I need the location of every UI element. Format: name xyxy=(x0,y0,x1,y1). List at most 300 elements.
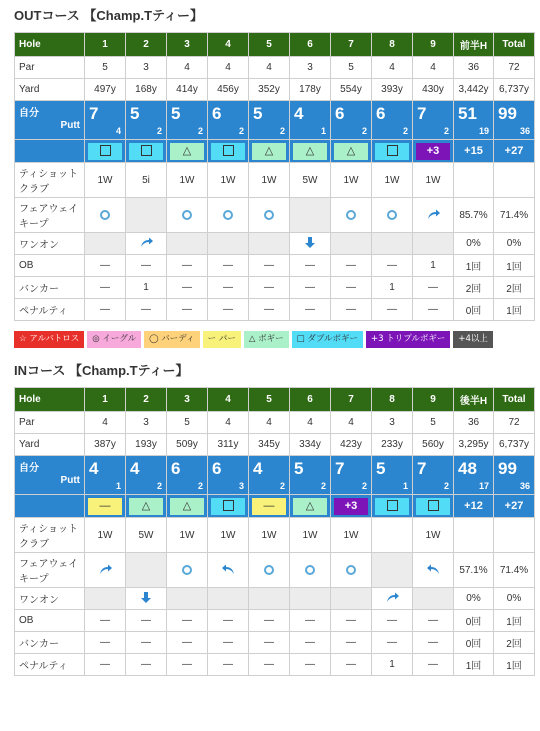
yard-cell: 393y xyxy=(372,79,413,101)
hole-number: 6 xyxy=(290,388,331,412)
tee-club-cell: 1W xyxy=(372,163,413,198)
bunker-cell: — xyxy=(331,277,372,299)
score-cell xyxy=(85,456,126,495)
result-bogey-badge: △ xyxy=(252,143,286,160)
score-cell xyxy=(85,101,126,140)
yard-row xyxy=(15,434,535,456)
yard-cell: 497y xyxy=(85,79,126,101)
putts-value: 4 xyxy=(115,126,121,136)
header-row xyxy=(15,33,535,57)
hole-number: 2 xyxy=(126,33,167,57)
result-cell xyxy=(208,140,249,163)
strokes-subtotal: 48 xyxy=(458,459,477,478)
score-cell xyxy=(167,101,208,140)
one-on-cell xyxy=(167,588,208,610)
fairway-keep-cell xyxy=(249,553,290,588)
bunker-cell: — xyxy=(249,632,290,654)
penalty-subtotal: 0回 xyxy=(454,299,494,321)
par-cell: 4 xyxy=(372,57,413,79)
arrow-left-icon xyxy=(221,563,236,578)
penalty-cell: — xyxy=(126,654,167,676)
penalty-cell: — xyxy=(85,654,126,676)
tee-club-cell: 1W xyxy=(208,518,249,553)
score-cell xyxy=(331,101,372,140)
result-double-badge xyxy=(211,498,245,515)
putts-value: 2 xyxy=(279,481,285,491)
tee-club-label: ティショットクラブ xyxy=(15,518,85,553)
hole-number: 7 xyxy=(331,388,372,412)
putt-label: Putt xyxy=(60,120,80,131)
score-cell xyxy=(372,456,413,495)
subtotal-header: 後半H xyxy=(454,388,494,412)
square-icon xyxy=(387,500,398,511)
circle-icon xyxy=(264,565,274,575)
strokes-value: 5 xyxy=(253,104,263,123)
result-double-badge xyxy=(211,143,245,160)
penalty-total: 1回 xyxy=(494,654,535,676)
fairway-keep-cell xyxy=(331,198,372,233)
bunker-row xyxy=(15,277,535,299)
par-cell: 4 xyxy=(249,412,290,434)
score-subtotal xyxy=(454,456,494,495)
legend-item: □ ダブルボギー xyxy=(292,331,363,348)
fairway-keep-cell xyxy=(85,553,126,588)
result-bogey-badge: △ xyxy=(170,498,204,515)
penalty-label: ペナルティ xyxy=(15,654,85,676)
putts-total: 36 xyxy=(519,126,530,136)
score-row xyxy=(15,456,535,495)
tee-club-total xyxy=(494,163,535,198)
hole-number: 5 xyxy=(249,33,290,57)
over-par-total: +27 xyxy=(504,145,524,157)
yard-row xyxy=(15,79,535,101)
putts-value: 2 xyxy=(197,481,203,491)
fairway-keep-cell xyxy=(208,198,249,233)
hole-number: 5 xyxy=(249,388,290,412)
score-total xyxy=(494,101,535,140)
one-on-cell xyxy=(413,588,454,610)
arrow-left-icon xyxy=(426,563,441,578)
one-on-label: ワンオン xyxy=(15,233,85,255)
result-cell xyxy=(413,140,454,163)
score-cell xyxy=(126,456,167,495)
strokes-total: 99 xyxy=(498,104,517,123)
tee-club-cell: 1W xyxy=(208,163,249,198)
yard-cell: 311y xyxy=(208,434,249,456)
yard-cell: 456y xyxy=(208,79,249,101)
strokes-total: 99 xyxy=(498,459,517,478)
score-label-cell xyxy=(15,456,85,495)
yard-cell: 509y xyxy=(167,434,208,456)
score-cell xyxy=(413,101,454,140)
legend-item: ◯ バーディ xyxy=(144,331,200,348)
hole-number: 1 xyxy=(85,33,126,57)
fairway-keep-subtotal: 85.7% xyxy=(454,198,494,233)
penalty-total: 1回 xyxy=(494,299,535,321)
yard-cell: 334y xyxy=(290,434,331,456)
bunker-cell: — xyxy=(413,632,454,654)
putts-value: 2 xyxy=(156,126,162,136)
tee-club-cell: 1W xyxy=(331,518,372,553)
circle-icon xyxy=(387,210,397,220)
strokes-value: 4 xyxy=(89,459,99,478)
par-cell: 4 xyxy=(413,57,454,79)
par-cell: 5 xyxy=(85,57,126,79)
bunker-row xyxy=(15,632,535,654)
putts-value: 2 xyxy=(279,126,285,136)
fairway-keep-cell xyxy=(126,198,167,233)
square-icon xyxy=(100,145,111,156)
fairway-keep-cell xyxy=(126,553,167,588)
arrow-right-icon xyxy=(426,208,441,223)
bunker-label: バンカー xyxy=(15,277,85,299)
legend-item: △ ボギー xyxy=(244,331,289,348)
strokes-value: 7 xyxy=(89,104,99,123)
fairway-keep-cell xyxy=(413,198,454,233)
par-label: Par xyxy=(15,412,85,434)
tee-club-cell: 5W xyxy=(126,518,167,553)
out-scorecard-table xyxy=(14,32,535,321)
result-par-badge: — xyxy=(252,498,286,515)
circle-icon xyxy=(223,210,233,220)
yard-cell: 414y xyxy=(167,79,208,101)
penalty-cell: 1 xyxy=(372,654,413,676)
bunker-total: 2回 xyxy=(494,277,535,299)
one-on-cell xyxy=(249,233,290,255)
bunker-cell: — xyxy=(249,277,290,299)
putts-value: 2 xyxy=(443,126,449,136)
hole-number: 1 xyxy=(85,388,126,412)
tee-club-cell: 1W xyxy=(85,518,126,553)
circle-icon xyxy=(182,210,192,220)
par-cell: 3 xyxy=(290,57,331,79)
strokes-value: 5 xyxy=(376,459,386,478)
score-cell xyxy=(249,456,290,495)
fairway-keep-row xyxy=(15,198,535,233)
tee-club-total xyxy=(494,518,535,553)
hole-number: 7 xyxy=(331,33,372,57)
result-cell xyxy=(290,495,331,518)
strokes-value: 6 xyxy=(376,104,386,123)
par-total: 72 xyxy=(494,412,535,434)
ob-cell: — xyxy=(126,610,167,632)
ob-cell: — xyxy=(290,255,331,277)
putts-value: 2 xyxy=(361,481,367,491)
bunker-cell: — xyxy=(413,277,454,299)
bunker-cell: 1 xyxy=(372,277,413,299)
bunker-cell: — xyxy=(372,632,413,654)
yard-cell: 352y xyxy=(249,79,290,101)
score-cell xyxy=(413,456,454,495)
penalty-cell: — xyxy=(208,299,249,321)
penalty-cell: — xyxy=(290,299,331,321)
par-cell: 4 xyxy=(249,57,290,79)
ob-cell: — xyxy=(85,255,126,277)
hole-number: 4 xyxy=(208,33,249,57)
score-subtotal xyxy=(454,101,494,140)
hole-number: 9 xyxy=(413,388,454,412)
ob-cell: — xyxy=(208,610,249,632)
fairway-keep-total: 71.4% xyxy=(494,553,535,588)
tee-club-cell: 1W xyxy=(249,518,290,553)
par-cell: 4 xyxy=(290,412,331,434)
result-cell xyxy=(413,495,454,518)
ob-cell: — xyxy=(331,255,372,277)
par-cell: 3 xyxy=(126,412,167,434)
ob-cell: — xyxy=(413,610,454,632)
fairway-keep-row xyxy=(15,553,535,588)
ob-row xyxy=(15,255,535,277)
hole-number: 2 xyxy=(126,388,167,412)
score-label-cell xyxy=(15,101,85,140)
circle-icon xyxy=(100,210,110,220)
par-subtotal: 36 xyxy=(454,412,494,434)
score-cell xyxy=(372,101,413,140)
one-on-row xyxy=(15,588,535,610)
one-on-cell xyxy=(208,233,249,255)
penalty-cell: — xyxy=(167,654,208,676)
score-cell xyxy=(126,101,167,140)
yard-cell: 233y xyxy=(372,434,413,456)
par-cell: 4 xyxy=(85,412,126,434)
result-cell xyxy=(290,140,331,163)
score-label: 自分 xyxy=(19,463,39,474)
tee-club-subtotal xyxy=(454,518,494,553)
yard-total: 6,737y xyxy=(494,79,535,101)
fairway-keep-label: フェアウェイキープ xyxy=(15,553,85,588)
arrow-right-icon xyxy=(98,563,113,578)
penalty-cell: — xyxy=(331,654,372,676)
result-total xyxy=(494,140,535,163)
ob-cell: — xyxy=(167,255,208,277)
ob-cell: 1 xyxy=(413,255,454,277)
par-cell: 5 xyxy=(331,57,372,79)
tee-club-cell: 1W xyxy=(413,518,454,553)
legend-item: ◎ イーグル xyxy=(87,331,141,348)
yard-subtotal: 3,295y xyxy=(454,434,494,456)
putts-value: 2 xyxy=(443,481,449,491)
hole-header: Hole xyxy=(15,33,85,57)
result-double-badge xyxy=(375,143,409,160)
yard-label: Yard xyxy=(15,79,85,101)
result-double-badge xyxy=(375,498,409,515)
penalty-cell: — xyxy=(249,299,290,321)
one-on-label: ワンオン xyxy=(15,588,85,610)
result-triple-badge: +3 xyxy=(334,498,368,515)
bunker-cell: — xyxy=(290,632,331,654)
penalty-cell: — xyxy=(167,299,208,321)
result-cell xyxy=(208,495,249,518)
total-header: Total xyxy=(494,388,535,412)
bunker-cell: — xyxy=(208,632,249,654)
penalty-row xyxy=(15,299,535,321)
result-double-badge xyxy=(88,143,122,160)
result-double-badge xyxy=(416,498,450,515)
penalty-cell: — xyxy=(413,299,454,321)
arrow-down-icon xyxy=(304,236,316,252)
arrow-right-icon xyxy=(139,236,154,251)
par-cell: 4 xyxy=(331,412,372,434)
bunker-cell: — xyxy=(290,277,331,299)
result-cell xyxy=(249,140,290,163)
ob-cell: — xyxy=(208,255,249,277)
strokes-value: 6 xyxy=(335,104,345,123)
par-cell: 4 xyxy=(208,57,249,79)
result-bogey-badge: △ xyxy=(334,143,368,160)
yard-cell: 178y xyxy=(290,79,331,101)
par-cell: 3 xyxy=(372,412,413,434)
one-on-total: 0% xyxy=(494,588,535,610)
yard-cell: 554y xyxy=(331,79,372,101)
result-bogey-badge: △ xyxy=(170,143,204,160)
in-scorecard xyxy=(14,387,540,676)
bunker-cell: — xyxy=(167,632,208,654)
putts-value: 1 xyxy=(115,481,121,491)
ob-subtotal: 0回 xyxy=(454,610,494,632)
score-row xyxy=(15,101,535,140)
result-cell xyxy=(372,495,413,518)
ob-row xyxy=(15,610,535,632)
legend-item: ☆ アルバトロス xyxy=(14,331,84,348)
penalty-cell: — xyxy=(331,299,372,321)
strokes-value: 4 xyxy=(130,459,140,478)
bunker-label: バンカー xyxy=(15,632,85,654)
yard-cell: 345y xyxy=(249,434,290,456)
result-label-cell xyxy=(15,495,85,518)
ob-total: 1回 xyxy=(494,610,535,632)
ob-cell: — xyxy=(372,610,413,632)
score-legend xyxy=(14,331,540,349)
one-on-cell xyxy=(208,588,249,610)
result-cell xyxy=(331,495,372,518)
arrow-down-icon xyxy=(140,591,152,607)
putts-value: 3 xyxy=(238,481,244,491)
ob-label: OB xyxy=(15,255,85,277)
one-on-cell xyxy=(85,233,126,255)
result-cell xyxy=(167,495,208,518)
square-icon xyxy=(141,145,152,156)
tee-club-subtotal xyxy=(454,163,494,198)
fairway-keep-cell xyxy=(85,198,126,233)
yard-label: Yard xyxy=(15,434,85,456)
result-bogey-badge: △ xyxy=(293,143,327,160)
fairway-keep-cell xyxy=(167,198,208,233)
strokes-value: 5 xyxy=(294,459,304,478)
putts-value: 1 xyxy=(320,126,326,136)
over-par-total: +27 xyxy=(504,500,524,512)
ob-cell: — xyxy=(290,610,331,632)
penalty-label: ペナルティ xyxy=(15,299,85,321)
result-total xyxy=(494,495,535,518)
bunker-cell: — xyxy=(208,277,249,299)
putts-value: 2 xyxy=(402,126,408,136)
square-icon xyxy=(387,145,398,156)
putts-value: 2 xyxy=(238,126,244,136)
par-total: 72 xyxy=(494,57,535,79)
result-cell xyxy=(167,140,208,163)
hole-number: 4 xyxy=(208,388,249,412)
one-on-subtotal: 0% xyxy=(454,588,494,610)
result-cell xyxy=(85,495,126,518)
tee-club-cell: 1W xyxy=(413,163,454,198)
result-double-badge xyxy=(129,143,163,160)
penalty-cell: — xyxy=(372,299,413,321)
circle-icon xyxy=(346,565,356,575)
yard-subtotal: 3,442y xyxy=(454,79,494,101)
one-on-cell xyxy=(331,233,372,255)
fairway-keep-cell xyxy=(290,198,331,233)
yard-cell: 423y xyxy=(331,434,372,456)
tee-club-cell: 5W xyxy=(290,163,331,198)
penalty-cell: — xyxy=(290,654,331,676)
one-on-cell xyxy=(85,588,126,610)
tee-club-row xyxy=(15,163,535,198)
putts-total: 36 xyxy=(519,481,530,491)
fairway-keep-cell xyxy=(249,198,290,233)
bunker-cell: — xyxy=(85,632,126,654)
ob-cell: — xyxy=(249,610,290,632)
fairway-keep-label: フェアウェイキープ xyxy=(15,198,85,233)
subtotal-header: 前半H xyxy=(454,33,494,57)
putts-subtotal: 19 xyxy=(478,126,489,136)
square-icon xyxy=(223,500,234,511)
par-cell: 4 xyxy=(208,412,249,434)
one-on-cell xyxy=(290,233,331,255)
ob-cell: — xyxy=(331,610,372,632)
bunker-cell: — xyxy=(167,277,208,299)
tee-club-label: ティショットクラブ xyxy=(15,163,85,198)
bunker-cell: — xyxy=(331,632,372,654)
one-on-cell xyxy=(126,233,167,255)
par-cell: 4 xyxy=(167,57,208,79)
ob-subtotal: 1回 xyxy=(454,255,494,277)
strokes-value: 6 xyxy=(171,459,181,478)
over-par-subtotal: +12 xyxy=(464,500,483,512)
score-cell xyxy=(208,456,249,495)
strokes-value: 5 xyxy=(171,104,181,123)
legend-item: +4以上 xyxy=(453,331,493,348)
result-cell xyxy=(126,140,167,163)
putts-value: 2 xyxy=(156,481,162,491)
circle-icon xyxy=(264,210,274,220)
fairway-keep-cell xyxy=(208,553,249,588)
putts-subtotal: 17 xyxy=(478,481,489,491)
putts-value: 2 xyxy=(197,126,203,136)
score-cell xyxy=(331,456,372,495)
bunker-cell: — xyxy=(126,632,167,654)
par-label: Par xyxy=(15,57,85,79)
header-row xyxy=(15,388,535,412)
result-cell xyxy=(331,140,372,163)
yard-cell: 168y xyxy=(126,79,167,101)
score-label: 自分 xyxy=(19,108,39,119)
score-cell xyxy=(290,456,331,495)
one-on-cell xyxy=(126,588,167,610)
fairway-keep-subtotal: 57.1% xyxy=(454,553,494,588)
bunker-subtotal: 2回 xyxy=(454,277,494,299)
fairway-keep-cell xyxy=(167,553,208,588)
hole-number: 9 xyxy=(413,33,454,57)
bunker-total: 2回 xyxy=(494,632,535,654)
penalty-cell: — xyxy=(85,299,126,321)
fairway-keep-cell xyxy=(372,553,413,588)
one-on-cell xyxy=(372,588,413,610)
out-course-title: OUTコース 【Champ.Tティー】 xyxy=(14,8,203,23)
par-row xyxy=(15,412,535,434)
penalty-subtotal: 1回 xyxy=(454,654,494,676)
bunker-cell: 1 xyxy=(126,277,167,299)
ob-total: 1回 xyxy=(494,255,535,277)
